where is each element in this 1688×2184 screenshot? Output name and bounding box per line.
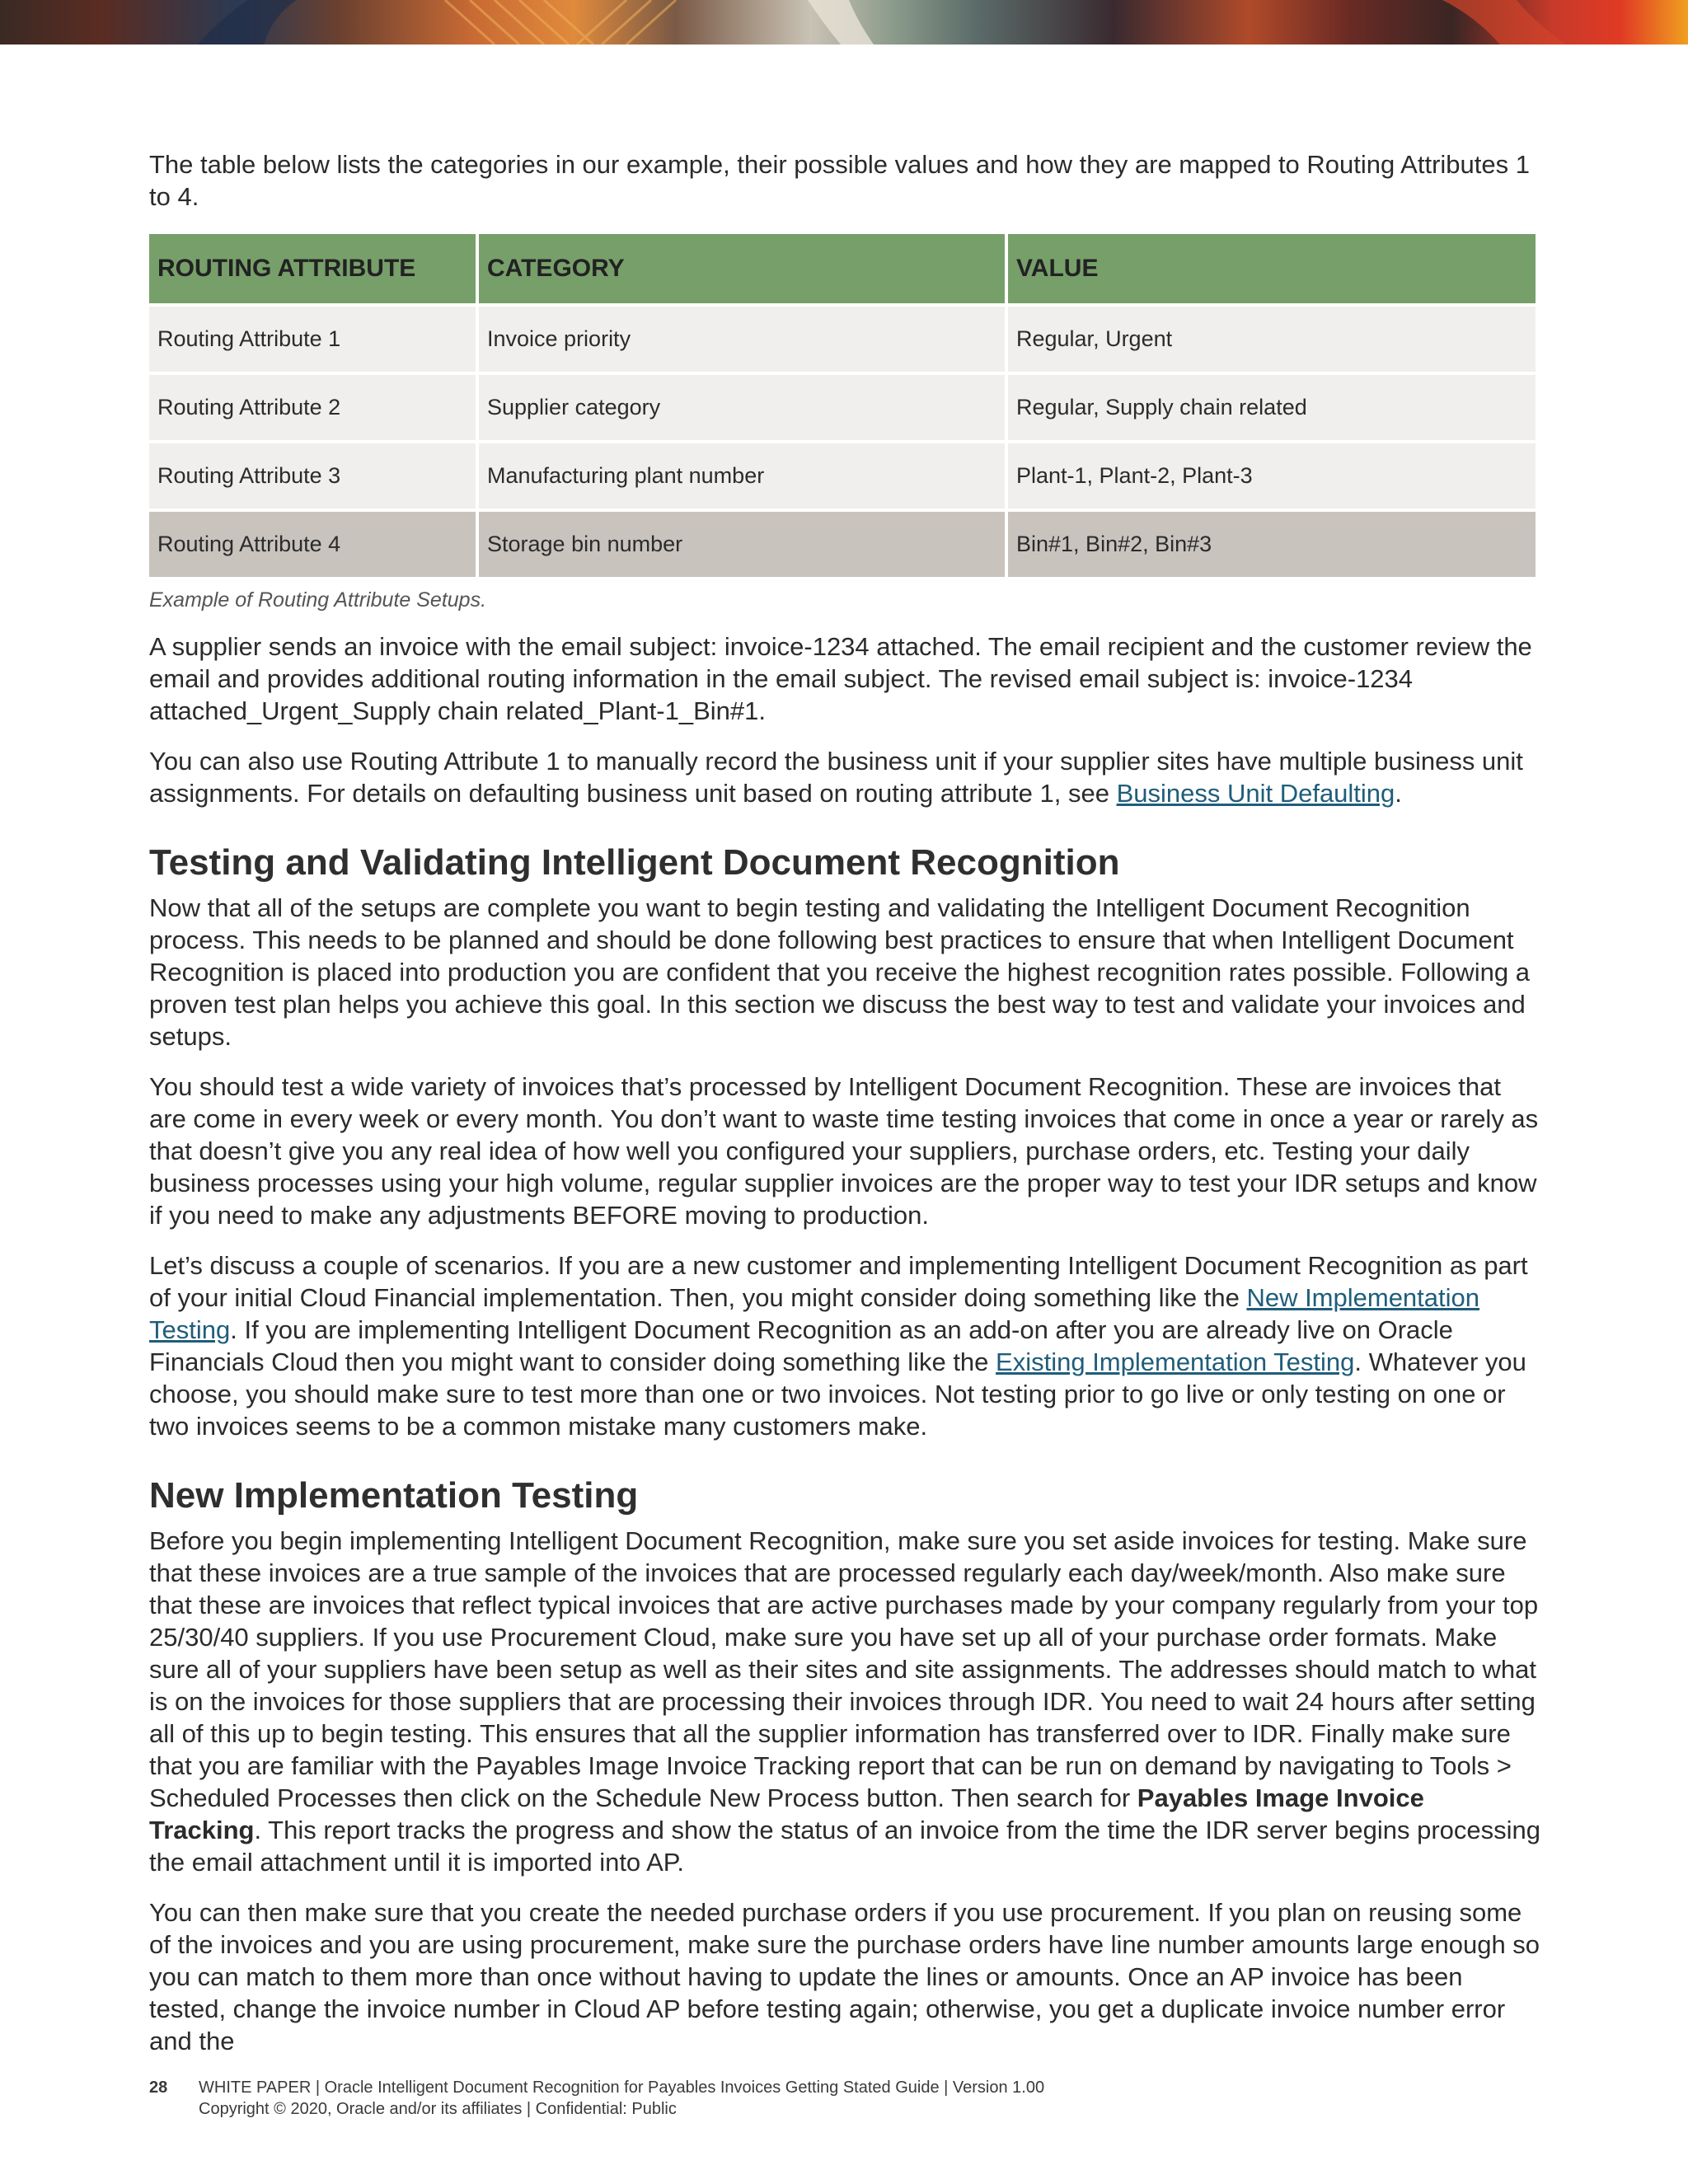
paragraph-setups-complete: Now that all of the setups are complete you want to begin testing and validating the Intelligent Document Recognition process. This needs to be planned and should be done following best practices to ensure that when Intelligent Document Recognition is placed into production you are confident that you receive the highest recognition rates possible. Following a proven test plan helps you achieve this goal. In this section we discuss the best way to test and validate your invoices and setups.: [149, 893, 1531, 1051]
header-banner-artwork: [0, 0, 1688, 45]
table-cell: Routing Attribute 3: [149, 443, 476, 509]
table-cell: Regular, Urgent: [1008, 307, 1536, 372]
paragraph-before-implementing: [149, 1525, 1542, 1878]
table-caption: Example of Routing Attribute Setups.: [149, 588, 487, 612]
header-value: VALUE: [1008, 234, 1536, 303]
table-cell: Routing Attribute 4: [149, 512, 476, 577]
bold-report-name: Payables Image Invoice Tracking: [149, 1783, 1424, 1844]
table-header-row: [149, 234, 1536, 303]
paragraph-text: Let’s discuss a couple of scenarios. If you are a new customer and implementing Intelligent Document Recognition as part of your initial Cloud Financial implementation. Then, you might consider doing something like the: [149, 1251, 1528, 1312]
routing-attribute-table: [146, 231, 1539, 580]
footer-text: [199, 2077, 1353, 2120]
table-cell: Routing Attribute 2: [149, 375, 476, 440]
table-cell: Regular, Supply chain related: [1008, 375, 1536, 440]
page-number: 28: [149, 2079, 168, 2097]
heading-new-implementation-testing: New Implementation Testing: [149, 1475, 639, 1516]
table-row: [149, 375, 1536, 440]
paragraph-text: Before you begin implementing Intelligent Document Recognition, make sure you set aside invoices for testing. Make sure that these invoices are a true sample of the invoices that are processed regularly each day/week/month. Also make sure that these are invoices that reflect typical invoices that are active purchases made by your company regularly from your top 25/30/40 suppliers. If you use Procurement Cloud, make sure you have set up all of your purchase order formats. Make sure all of your suppliers have been setup as well as their sites and site assignments. The addresses should match to what is on the invoices for those suppliers that are processing their invoices through IDR. You need to wait 24 hours after setting all of this up to begin testing. This ensures that all the supplier information has transferred over to IDR. Finally make sure that you are familiar with the Payables Image Invoice Tracking report that can be run on demand by navigating to Tools > Scheduled Processes then click on the Schedule New Process button. Then search for: [149, 1526, 1539, 1812]
paragraph-text: .: [1395, 779, 1402, 808]
paragraph-scenarios: [149, 1249, 1542, 1442]
paragraph-text: You can also use Routing Attribute 1 to manually record the business unit if your supplier sites have multiple business unit assignments. For details on defaulting business unit based on routing attribute 1, see: [149, 747, 1523, 808]
table-row: [149, 512, 1536, 577]
paragraph-text: . This report tracks the progress and show the status of an invoice from the time the IDR server begins processing the email attachment until it is imported into AP.: [149, 1816, 1540, 1877]
table-cell: Storage bin number: [479, 512, 1005, 577]
business-unit-defaulting-link[interactable]: Business Unit Defaulting: [1116, 779, 1395, 808]
page-content: [149, 148, 1542, 2075]
header-category: CATEGORY: [479, 234, 1005, 303]
paragraph-test-variety: You should test a wide variety of invoices that’s processed by Intelligent Document Recognition. These are invoices that are come in every week or every month. You don’t want to waste time testing invoices that come in once a year or rarely as that doesn’t give you any real idea of how well you configured your suppliers, purchase orders, etc. Testing your daily business processes using your high volume, regular supplier invoices are the proper way to test your IDR setups and know if you need to make any adjustments BEFORE moving to production.: [149, 1072, 1539, 1230]
table-cell: Supplier category: [479, 375, 1005, 440]
table-cell: Invoice priority: [479, 307, 1005, 372]
table-cell: Routing Attribute 1: [149, 307, 476, 372]
table-cell: Bin#1, Bin#2, Bin#3: [1008, 512, 1536, 577]
table-row: [149, 307, 1536, 372]
paragraph-routing-attribute-1: [149, 745, 1542, 809]
paragraph-purchase-orders: You can then make sure that you create the needed purchase orders if you use procurement. If you plan on reusing some of the invoices and you are using procurement, make sure the purchase orders have line number amounts large enough so you can match to them more than once without having to update the lines or amounts. Once an AP invoice has been tested, change the invoice number in Cloud AP before testing again; otherwise, you get a duplicate invoice number error and the: [149, 1898, 1540, 2055]
table-row: [149, 443, 1536, 509]
footer-line-title: WHITE PAPER | Oracle Intelligent Document Recognition for Payables Invoices Getting Stated Guide | Version 1.00: [199, 2079, 1045, 2097]
table-cell: Manufacturing plant number: [479, 443, 1005, 509]
paragraph-email-subject: A supplier sends an invoice with the email subject: invoice-1234 attached. The email recipient and the customer review the email and provides additional routing information in the email subject. The revised email subject is: invoice-1234 attached_Urgent_Supply chain related_Plant-1_Bin#1.: [149, 632, 1532, 725]
footer-line-copyright: Copyright © 2020, Oracle and/or its affiliates | Confidential: Public: [199, 2100, 677, 2118]
paragraph-text: . Whatever you choose, you should make sure to test more than one or two invoices. Not testing prior to go live or only testing on one or two invoices seems to be a common mistake many customers make.: [149, 1347, 1526, 1441]
intro-paragraph: The table below lists the categories in our example, their possible values and how they are mapped to Routing Attributes 1 to 4.: [149, 150, 1530, 211]
table-cell: Plant-1, Plant-2, Plant-3: [1008, 443, 1536, 509]
new-implementation-testing-link[interactable]: New Implementation Testing: [149, 1283, 1480, 1344]
heading-testing-validating: Testing and Validating Intelligent Document Recognition: [149, 842, 1120, 883]
existing-implementation-testing-link[interactable]: Existing Implementation Testing: [996, 1347, 1355, 1376]
paragraph-text: . If you are implementing Intelligent Document Recognition as an add-on after you are already live on Oracle Financials Cloud then you might want to consider doing something like the: [149, 1315, 1453, 1376]
header-routing-attribute: ROUTING ATTRIBUTE: [149, 234, 476, 303]
banner-pattern: [0, 0, 1688, 45]
